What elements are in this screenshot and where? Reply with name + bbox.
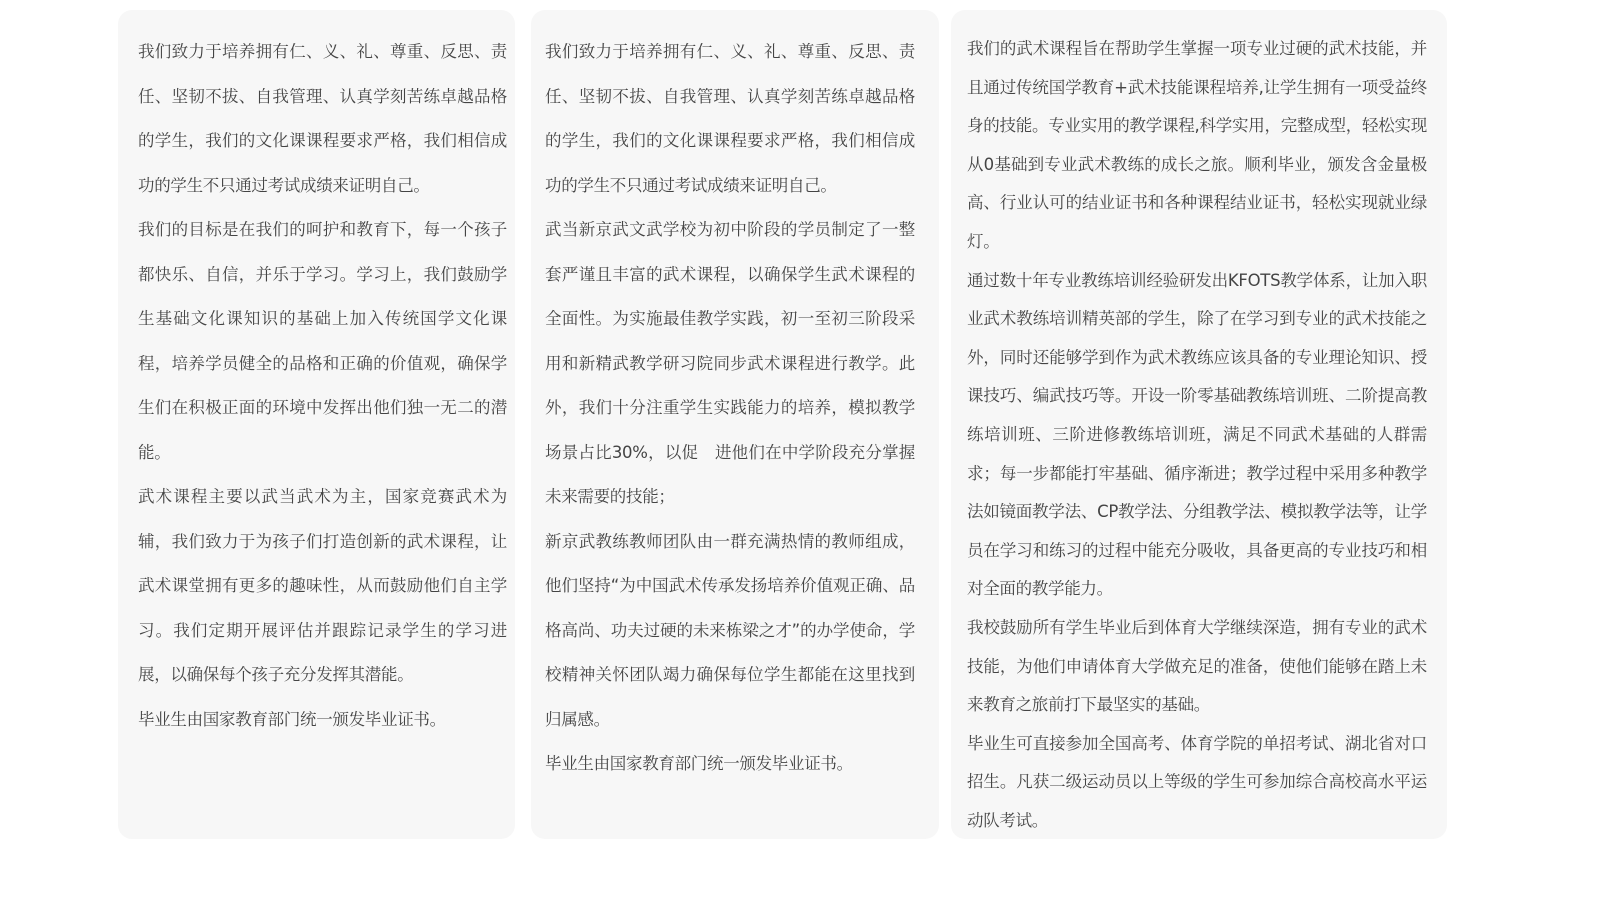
card-paragraph: 我们致力于培养拥有仁、义、礼、尊重、反思、责任、坚韧不拔、自我管理、认真学刻苦练卓越品格的学生，我们的文化课课程要求严格，我们相信成功的学生不只通过考试成绩来证明自己。 [138,42,507,195]
course-card-3 [951,10,1447,839]
card-paragraph: 我们的武术课程旨在帮助学生掌握一项专业过硬的武术技能，并且通过传统国学教育+武术技能课程培养,让学生拥有一项受益终身的技能。专业实用的教学课程,科学实用，完整成型，轻松实现从0基础到专业武术教练的成长之旅。顺利毕业，颁发含金量极高、行业认可的结业证书和各种课程结业证书，轻松实现就业绿灯。 [967,39,1427,251]
card-paragraph: 武术课程主要以武当武术为主，国家竞赛武术为辅，我们致力于为孩子们打造创新的武术课程，让武术课堂拥有更多的趣味性，从而鼓励他们自主学习。我们定期开展评估并跟踪记录学生的学习进展，以确保每个孩子充分发挥其潜能。 [138,487,507,684]
card-paragraph: 毕业生由国家教育部门统一颁发毕业证书。 [138,709,446,729]
card-paragraph: 武当新京武文武学校为初中阶段的学员制定了一整套严谨且丰富的武术课程，以确保学生武术课程的全面性。为实施最佳教学实践，初一至初三阶段采用和新精武教学研习院同步武术课程进行教学。此外，我们十分注重学生实践能力的培养，模拟教学场景占比30%，以促 进他们在中学阶段充分掌握未来需要的技能； [545,220,915,506]
card-paragraph: 我校鼓励所有学生毕业后到体育大学继续深造，拥有专业的武术技能，为他们申请体育大学做充足的准备，使他们能够在踏上未来教育之旅前打下最坚实的基础。 [967,617,1427,715]
card-paragraph: 我们致力于培养拥有仁、义、礼、尊重、反思、责任、坚韧不拔、自我管理、认真学刻苦练卓越品格的学生，我们的文化课课程要求严格，我们相信成功的学生不只通过考试成绩来证明自己。 [545,42,915,195]
card-paragraph: 我们的目标是在我们的呵护和教育下，每一个孩子都快乐、自信，并乐于学习。学习上，我们鼓励学生基础文化课知识的基础上加入传统国学文化课程，培养学员健全的品格和正确的价值观，确保学生们在积极正面的环境中发挥出他们独一无二的潜能。 [138,220,507,462]
card-paragraph: 新京武教练教师团队由一群充满热情的教师组成，他们坚持“为中国武术传承发扬培养价值观正确、品格高尚、功夫过硬的未来栋梁之才”的办学使命，学校精神关怀团队竭力确保每位学生都能在这里找到归属感。 [545,531,915,729]
card-paragraph: 通过数十年专业教练培训经验研发出KFOTS教学体系，让加入职业武术教练培训精英部的学生，除了在学习到专业的武术技能之外，同时还能够学到作为武术教练应该具备的专业理论知识、授课技巧、编武技巧等。开设一阶零基础教练培训班、二阶提高教练培训班、三阶进修教练培训班，满足不同武术基础的人群需求；每一步都能打牢基础、循序渐进；教学过程中采用多种教学法如镜面教学法、CP教学法、分组教学法、模拟教学法等，让学员在学习和练习的过程中能充分吸收，具备更高的专业技巧和相对全面的教学能力。 [967,270,1427,599]
course-card-2 [531,10,939,839]
course-card-1 [118,10,515,839]
card-paragraph: 毕业生可直接参加全国高考、体育学院的单招考试、湖北省对口招生。凡获二级运动员以上等级的学生可参加综合高校高水平运动队考试。 [967,733,1427,830]
card-paragraph: 毕业生由国家教育部门统一颁发毕业证书。 [545,754,853,773]
